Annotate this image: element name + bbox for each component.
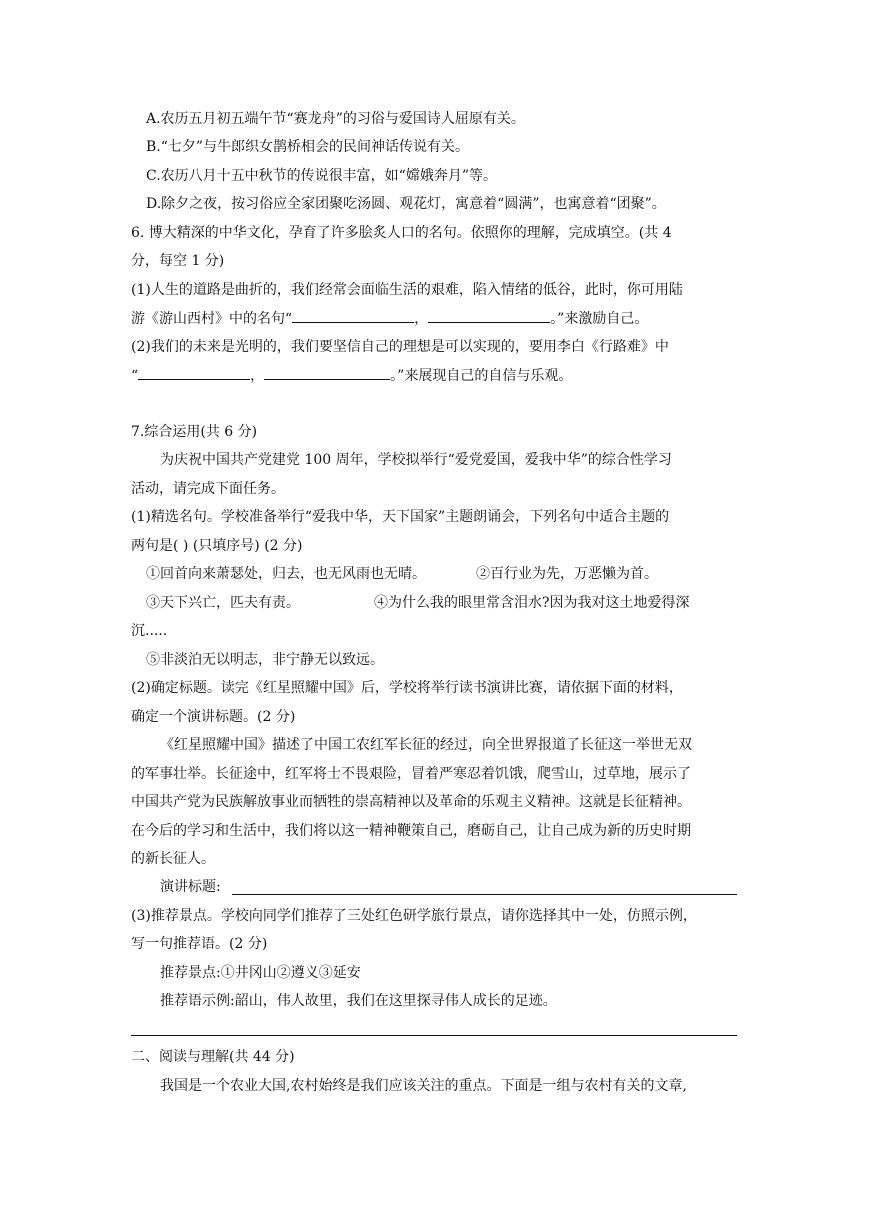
section2-title: 二、阅读与理解(共 44 分) (131, 1049, 295, 1065)
q7-task2-line2: 确定一个演讲标题。(2 分) (131, 709, 296, 725)
q7-material-line1: 《红星照耀中国》描述了中国工农红军长征的经过，向全世界报道了长征这一举世无双 (160, 737, 692, 753)
q6-part1-prefix: 游《游山西村》中的名句“ (131, 311, 293, 327)
q7-task2-line1: (2)确定标题。读完《红星照耀中国》后，学校将举行读书演讲比赛，请依据下面的材料， (131, 680, 683, 696)
q6-part1-suffix: 。”来激励自己。 (550, 311, 649, 327)
q7-title: 7.综合运用(共 6 分) (131, 424, 258, 440)
q6-part1-comma: ， (414, 311, 429, 327)
q6-blank-3[interactable] (138, 365, 250, 380)
q7-material-line4: 在今后的学习和生活中，我们将以这一精神鞭策自己，磨砺自己，让自己成为新的历史时期 (131, 823, 691, 839)
q6-blank-4[interactable] (264, 365, 390, 380)
q5-option-b: B.“七夕”与牛郎织女鹊桥相会的民间神话传说有关。 (146, 139, 470, 155)
q7-material-line2: 的军事壮举。长征途中，红军将士不畏艰险，冒着严寒忍着饥饿，爬雪山，过草地，展示了 (131, 766, 691, 782)
q7-task1-line2: 两句是( ) (只填序号) (2 分) (131, 538, 303, 554)
q6-part2-line1: (2)我们的未来是光明的，我们要坚信自己的理想是可以实现的，要用李白《行路难》中 (131, 339, 669, 355)
q7-task1-line1: (1)精选名句。学校准备举行“爱我中华，天下国家”主题朗诵会，下列名句中适合主题的 (131, 509, 670, 525)
q7-quote-2: ②百行业为先，万恶懒为首。 (476, 566, 658, 582)
q7-task3-line1: (3)推荐景点。学校向同学们推荐了三处红色研学旅行景点，请你选择其中一处，仿照示例， (131, 908, 697, 924)
answer-line-divider[interactable] (131, 1035, 737, 1036)
q7-quote-5: ⑤非淡泊无以明志，非宁静无以致远。 (146, 652, 384, 668)
q6-stem-line2: 分，每空 1 分) (131, 253, 225, 269)
q7-quote-3: ③天下兴亡，匹夫有责。 (146, 595, 300, 611)
q5-option-a: A.农历五月初五端午节“赛龙舟”的习俗与爱国诗人屈原有关。 (146, 111, 525, 127)
q5-option-d: D.除夕之夜，按习俗应全家团聚吃汤圆、观花灯，寓意着“圆满”，也寓意着“团聚”。 (146, 196, 666, 212)
section2-intro: 我国是一个农业大国,农村始终是我们应该关注的重点。下面是一组与农村有关的文章, (160, 1078, 687, 1094)
q7-quote-4: ④为什么我的眼里常含泪水?因为我对这土地爱得深 (374, 595, 690, 611)
q6-part2-suffix: 。”来展现自己的自信与乐观。 (390, 368, 573, 384)
speech-title-blank[interactable] (232, 880, 737, 895)
q7-quote-1: ①回首向来萧瑟处，归去，也无风雨也无晴。 (146, 566, 426, 582)
recommended-spots: 推荐景点:①井冈山②遵义③延安 (160, 965, 361, 981)
q7-task3-line2: 写一句推荐语。(2 分) (131, 936, 268, 952)
q5-option-c: C.农历八月十五中秋节的传说很丰富，如“嫦娥奔月”等。 (146, 168, 497, 184)
q7-material-line3: 中国共产党为民族解放事业而牺牲的崇高精神以及革命的乐观主义精神。这就是长征精神。 (131, 794, 691, 810)
q6-part2-comma: ， (250, 368, 265, 384)
q6-part1-line2 (131, 308, 741, 329)
q7-intro-line1: 为庆祝中国共产党建党 100 周年，学校拟举行“爱党爱国，爱我中华”的综合性学习 (160, 452, 672, 468)
q6-stem-line1: 6. 博大精深的中华文化，孕育了许多脍炙人口的名句。依照你的理解，完成填空。(共 4 (131, 225, 672, 241)
q7-intro-line2: 活动，请完成下面任务。 (131, 481, 285, 497)
q6-blank-1[interactable] (292, 308, 414, 323)
speech-title-label: 演讲标题: (160, 879, 221, 895)
q6-blank-2[interactable] (428, 308, 550, 323)
q6-part2-line2 (131, 365, 741, 386)
q6-part1-line1: (1)人生的道路是曲折的，我们经常会面临生活的艰难，陷入情绪的低谷，此时，你可用陆 (131, 282, 683, 298)
q7-quote-4-continued: 沉..... (131, 623, 168, 639)
q7-material-line5: 的新长征人。 (131, 851, 215, 867)
recommendation-example: 推荐语示例:韶山，伟人故里，我们在这里探寻伟人成长的足迹。 (160, 993, 557, 1009)
q6-part2-prefix: “ (131, 368, 139, 384)
